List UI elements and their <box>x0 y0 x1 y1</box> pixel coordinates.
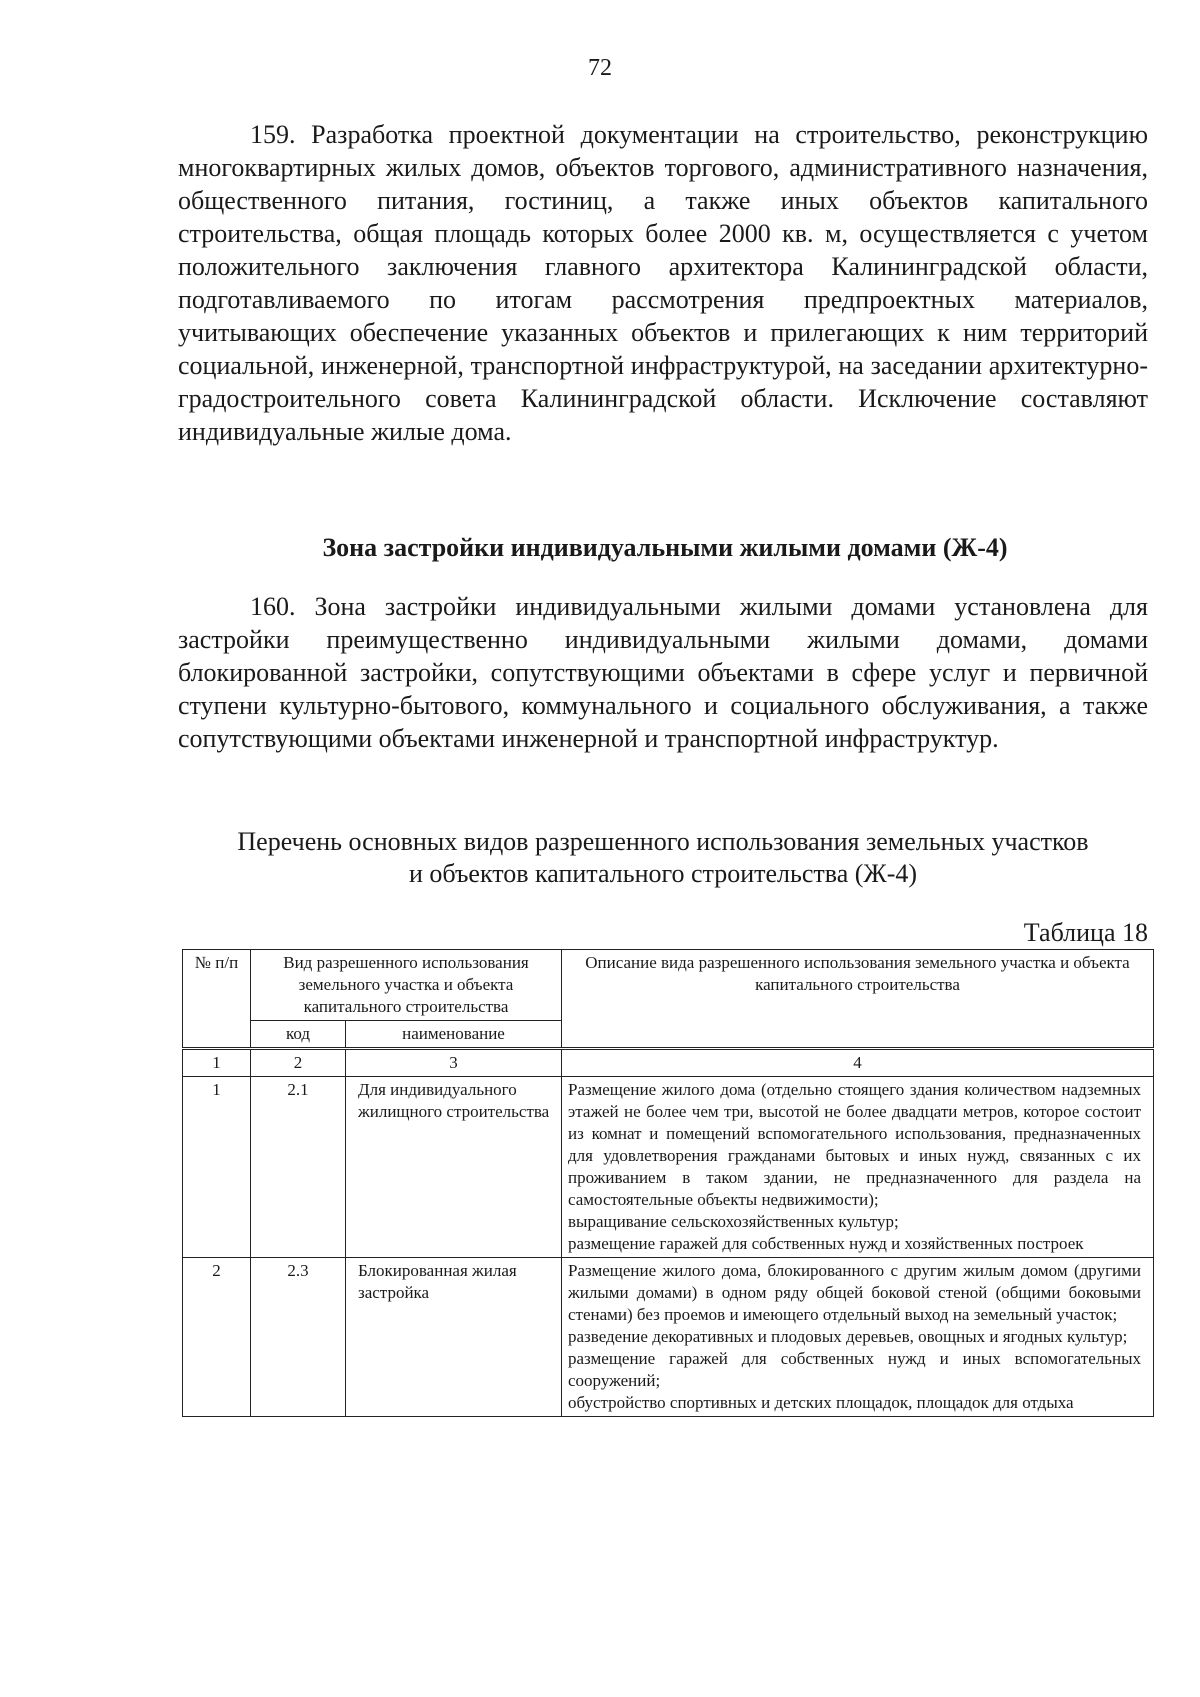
paragraph-159-number: 159. <box>250 120 296 149</box>
column-number: 4 <box>562 1049 1154 1077</box>
description-item: Размещение жилого дома (отдельно стоящего здания количеством надземных этажей не более чем три, высотой не более двадцати метров, которое состоит из комнат и помещений вспомогательного использования, предназначенных для удовлетворения гражданами бытовых и иных нужд, связанных с их проживанием в таком здании, не предназначенного для раздела на самостоятельные объекты недвижимости); <box>568 1080 1141 1209</box>
row-name: Блокированная жилая застройка <box>346 1258 562 1417</box>
row-num: 2 <box>183 1258 251 1417</box>
list-title <box>178 826 1148 890</box>
table-label: Таблица 18 <box>1023 918 1148 947</box>
column-number: 2 <box>251 1049 346 1077</box>
row-code: 2.1 <box>251 1077 346 1258</box>
row-name: Для индивидуального жилищного строительства <box>346 1077 562 1258</box>
paragraph-160-text: Зона застройки индивидуальными жилыми домами установлена для застройки преимущественно индивидуальными жилыми домами, домами блокированной застройки, сопутствующими объектами в сфере услуг и первичной ступени культурно-бытового, коммунального и социального обслуживания, а также сопутствующими объектами инженерной и транспортной инфраструктур. <box>178 592 1148 753</box>
header-num: № п/п <box>183 950 251 1049</box>
description-item: обустройство спортивных и детских площадок, площадок для отдыха <box>568 1393 1074 1412</box>
paragraph-159 <box>178 118 1148 448</box>
header-code: код <box>251 1021 346 1049</box>
paragraph-160-number: 160. <box>250 592 296 621</box>
description-item: размещение гаражей для собственных нужд и хозяйственных построек <box>568 1234 1084 1253</box>
row-num: 1 <box>183 1077 251 1258</box>
column-number-row <box>183 1049 1154 1077</box>
row-description <box>562 1077 1154 1258</box>
list-title-line-2: и объектов капитального строительства (Ж-4) <box>408 859 918 888</box>
table-header-row <box>183 950 1154 1021</box>
paragraph-159-text: Разработка проектной документации на строительство, реконструкцию многоквартирных жилых домов, объектов торгового, административного назначения, общественного питания, гостиниц, а также иных объектов капитального строительства, общая площадь которых более 2000 кв. м, осуществляется с учетом положительного заключения главного архитектора Калининградской области, подготавливаемого по итогам рассмотрения предпроектных материалов, учитывающих обеспечение указанных объектов и прилегающих к ним территорий социальной, инженерной, транспортной инфраструктурой, на заседании архитектурно-градостроительного совета Калининградской области. Исключение составляют индивидуальные жилые дома. <box>178 120 1148 446</box>
table-row <box>183 1077 1154 1258</box>
table-row <box>183 1258 1154 1417</box>
description-item: размещение гаражей для собственных нужд и иных вспомогательных сооружений; <box>568 1349 1141 1390</box>
column-number: 1 <box>183 1049 251 1077</box>
row-code: 2.3 <box>251 1258 346 1417</box>
paragraph-160 <box>178 590 1148 755</box>
column-number: 3 <box>346 1049 562 1077</box>
description-item: разведение декоративных и плодовых деревьев, овощных и ягодных культур; <box>568 1327 1128 1346</box>
header-desc: Описание вида разрешенного использования земельного участка и объекта капитального строительства <box>562 950 1154 1049</box>
description-item: Размещение жилого дома, блокированного с другим жилым домом (другими жилыми домами) в одном ряду общей боковой стеной (общими боковыми стенами) без проемов и имеющего отдельный выход на земельный участок; <box>568 1261 1141 1324</box>
description-item: выращивание сельскохозяйственных культур; <box>568 1212 899 1231</box>
row-description <box>562 1258 1154 1417</box>
page-number: 72 <box>588 55 612 81</box>
header-name: наименование <box>346 1021 562 1049</box>
header-type: Вид разрешенного использования земельного участка и объекта капитального строительства <box>251 950 562 1021</box>
zone-heading: Зона застройки индивидуальными жилыми домами (Ж-4) <box>322 533 1008 562</box>
list-title-line-1: Перечень основных видов разрешенного использования земельных участков <box>237 827 1089 856</box>
permitted-use-table <box>182 949 1153 1417</box>
